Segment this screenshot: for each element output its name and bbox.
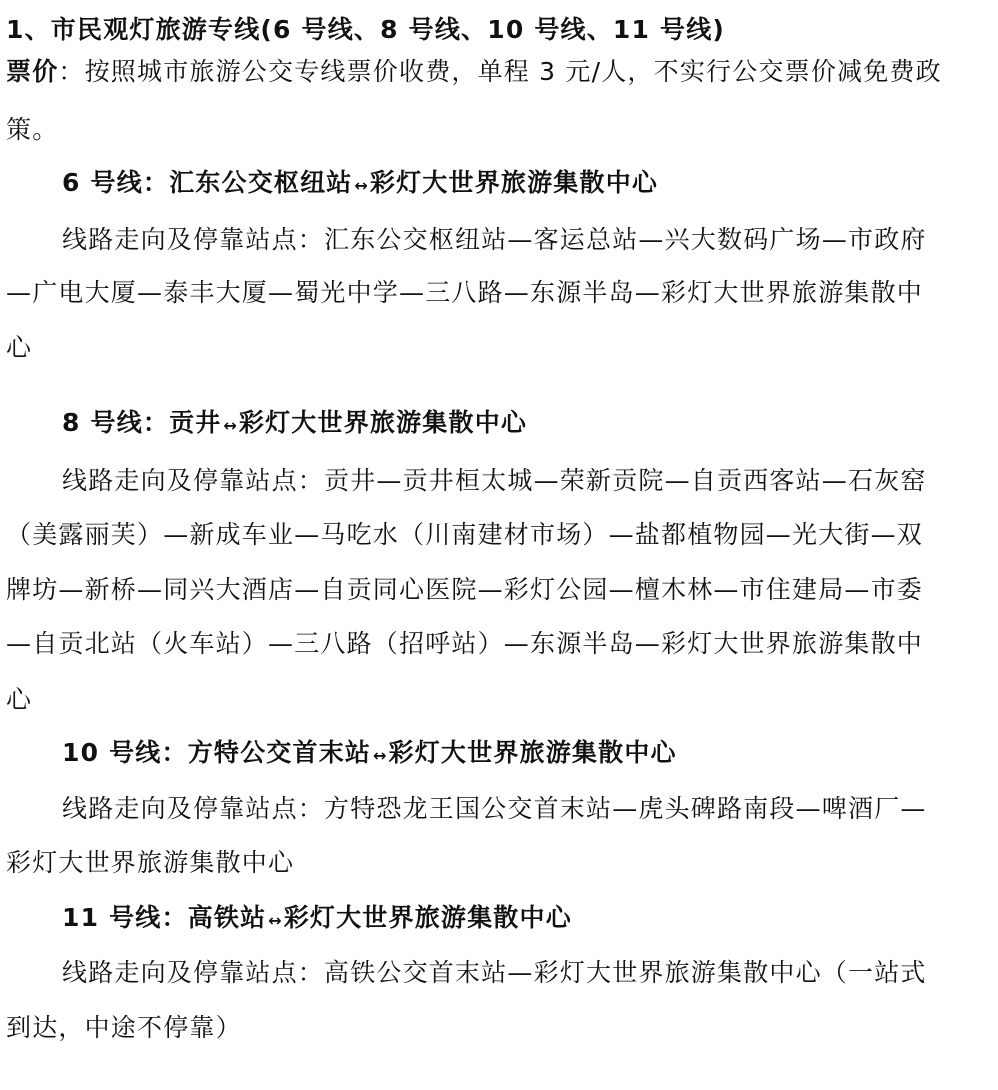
ticket-price-text: ：按照城市旅游公交专线票价收费，单程 3 元/人，不实行公交票价减免费政: [58, 57, 942, 86]
ticket-price-line-1: [6, 57, 942, 87]
route-10-title: [62, 738, 677, 771]
ticket-price-line-2: 策。: [6, 115, 59, 144]
bidirectional-arrow-icon: ↔: [373, 746, 387, 765]
route-8-stops-line: 线路走向及停靠站点：贡井—贡井桓太城—荣新贡院—自贡西客站—石灰窑: [62, 466, 927, 495]
route-6-title-suffix: 彩灯大世界旅游集散中心: [369, 168, 659, 197]
route-8-stops-line: —自贡北站（火车站）—三八路（招呼站）—东源半岛—彩灯大世界旅游集散中: [6, 629, 924, 658]
route-6-title: [62, 168, 658, 201]
route-8-stops-line: （美露丽芙）—新成车业—马吃水（川南建材市场）—盐都植物园—光大街—双: [6, 520, 924, 549]
route-10-stops-line: 彩灯大世界旅游集散中心: [6, 848, 295, 877]
route-11-stops-line: 线路走向及停靠站点：高铁公交首末站—彩灯大世界旅游集散中心（一站式: [62, 958, 927, 987]
route-6-stops-line: 心: [6, 333, 33, 362]
bidirectional-arrow-icon: ↔: [223, 416, 237, 435]
route-11-title: [62, 903, 572, 936]
route-10-stops-line: 线路走向及停靠站点：方特恐龙王国公交首末站—虎头碑路南段—啤酒厂—: [62, 794, 927, 823]
route-8-title-prefix: 8 号线：贡井: [62, 408, 222, 437]
bidirectional-arrow-icon: ↔: [354, 176, 368, 195]
route-10-title-suffix: 彩灯大世界旅游集散中心: [388, 738, 677, 767]
route-8-stops-line: 牌坊—新桥—同兴大酒店—自贡同心医院—彩灯公园—檀木林—市住建局—市委: [6, 575, 924, 604]
route-11-stops-line: 到达，中途不停靠）: [6, 1013, 242, 1042]
bidirectional-arrow-icon: ↔: [268, 911, 282, 930]
route-8-title: [62, 408, 527, 441]
route-6-title-prefix: 6 号线：汇东公交枢纽站: [62, 168, 353, 197]
ticket-price-label: 票价: [6, 57, 59, 86]
route-6-stops-line: —广电大厦—泰丰大厦—蜀光中学—三八路—东源半岛—彩灯大世界旅游集散中: [6, 278, 924, 307]
route-11-title-suffix: 彩灯大世界旅游集散中心: [283, 903, 572, 932]
section-heading: 1、市民观灯旅游专线(6 号线、8 号线、10 号线、11 号线): [6, 15, 726, 44]
route-8-title-suffix: 彩灯大世界旅游集散中心: [238, 408, 528, 437]
route-6-stops-line: 线路走向及停靠站点：汇东公交枢纽站—客运总站—兴大数码广场—市政府: [62, 225, 927, 254]
route-11-title-prefix: 11 号线：高铁站: [62, 903, 267, 932]
route-10-title-prefix: 10 号线：方特公交首末站: [62, 738, 372, 767]
route-8-stops-line: 心: [6, 685, 33, 714]
